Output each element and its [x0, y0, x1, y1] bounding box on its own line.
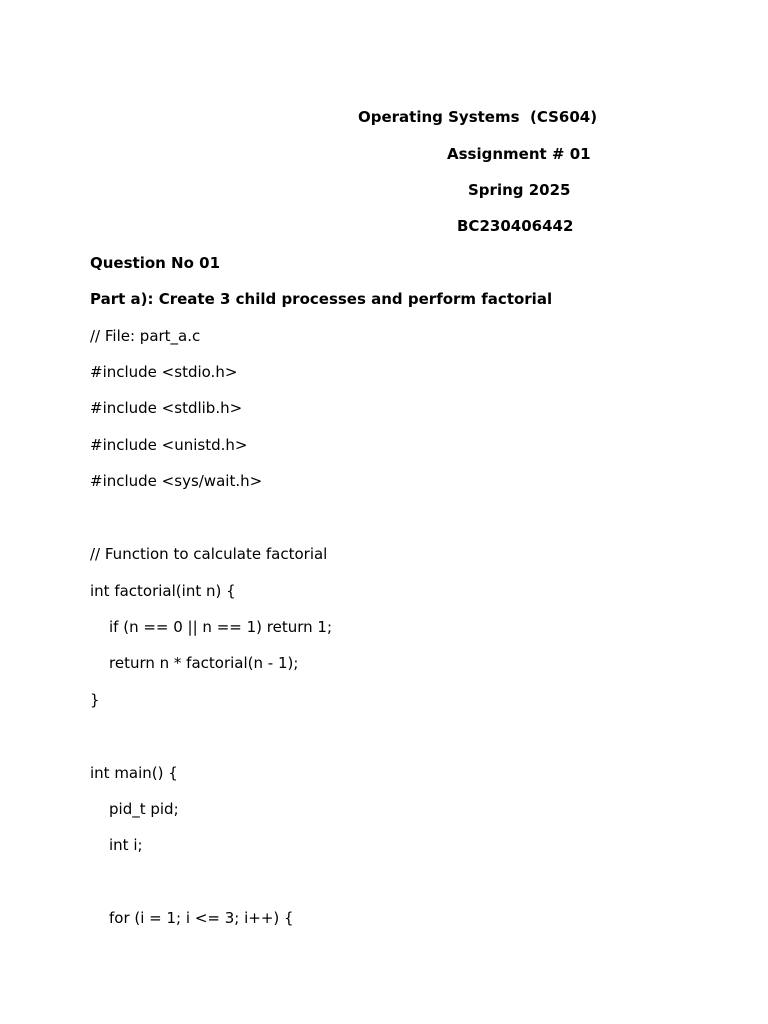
code-line: #include <stdlib.h> [90, 399, 243, 417]
question-heading: Question No 01 [90, 254, 221, 272]
code-line: if (n == 0 || n == 1) return 1; [109, 618, 333, 636]
code-line: int main() { [90, 764, 178, 782]
code-line: // File: part_a.c [90, 327, 201, 345]
code-line: #include <unistd.h> [90, 436, 248, 454]
code-line: for (i = 1; i <= 3; i++) { [109, 909, 294, 927]
code-line: } [90, 691, 100, 709]
code-line: return n * factorial(n - 1); [109, 654, 299, 672]
code-line: pid_t pid; [109, 800, 179, 818]
assignment-number: Assignment # 01 [447, 145, 591, 163]
code-line: #include <sys/wait.h> [90, 472, 263, 490]
semester: Spring 2025 [468, 181, 571, 199]
code-line: int i; [109, 836, 143, 854]
part-heading: Part a): Create 3 child processes and perform factorial [90, 290, 553, 308]
code-line: int factorial(int n) { [90, 582, 236, 600]
code-line: #include <stdio.h> [90, 363, 238, 381]
course-title: Operating Systems (CS604) [358, 108, 598, 126]
code-line: // Function to calculate factorial [90, 545, 328, 563]
student-id: BC230406442 [457, 217, 574, 235]
